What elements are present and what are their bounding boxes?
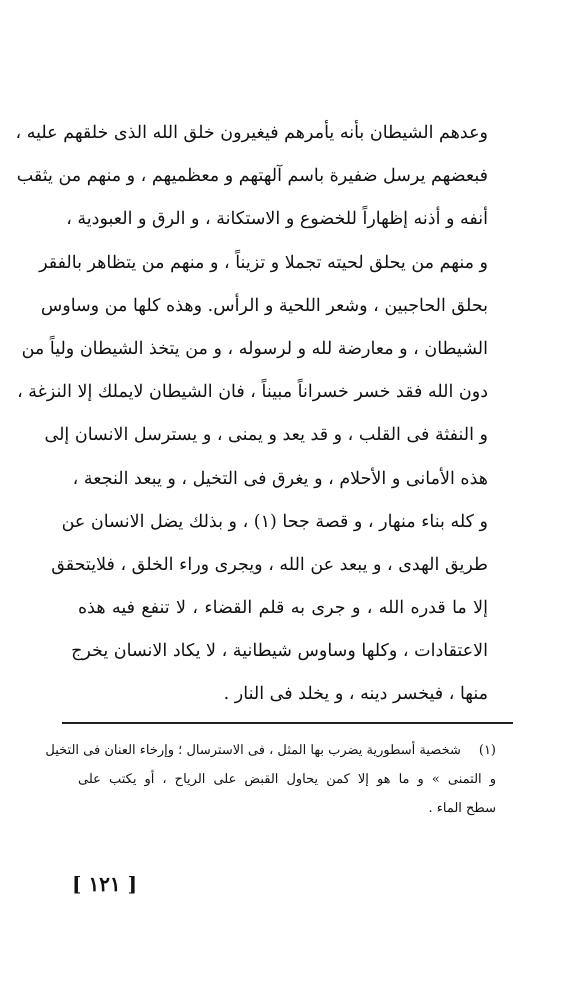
body-line: بحلق الحاجبين ، وشعر اللحية و الرأس. وهذه كلها من وساوس [40, 295, 488, 316]
body-line: دون الله فقد خسر خسراناً مبيناً ، فان الشيطان لايملك إلا النزغة ، [17, 382, 488, 403]
footnote-text: شخصية أسطورية يضرب بها المثل ، فى الاسترسال ؛ وإرخاء العنان فى التخيل [45, 743, 461, 758]
body-line: إلا ما قدره الله ، و جرى به قلم القضاء ، لا تنفع فيه هذه [78, 598, 488, 619]
body-line: وعدهم الشيطان بأنه يأمرهم فيغيرون خلق الله الذى خلقهم عليه ، [15, 123, 488, 143]
footnote-marker: (١) [478, 743, 496, 758]
body-line: أنفه و أذنه إظهاراً للخضوع و الاستكانة ، و الرق و العبودية ، [66, 209, 488, 230]
body-line: منها ، فيخسر دينه ، و يخلد فى النار . [223, 684, 488, 705]
body-line: الاعتقادات ، وكلها وساوس شيطانية ، لا يكاد الانسان يخرج [71, 641, 488, 662]
body-line: الشيطان ، و معارضة لله و لرسوله ، و من يتخذ الشيطان ولياً من [21, 338, 488, 359]
body-line: هذه الأمانى و الأحلام ، و يغرق فى التخيل ، و يبعد النجعة ، [72, 468, 488, 489]
footnote [45, 736, 496, 823]
footnote-line: و التمنى » و ما هو إلا كمن يحاول القبض على الرياح ، أو يكتب على [78, 772, 496, 787]
footnote-line: سطح الماء . [428, 801, 496, 816]
page-number: [ ١٢١ ] [72, 872, 138, 896]
body-text [15, 112, 488, 717]
body-line: و كله بناء منهار ، و قصة جحا (١) ، و بذلك يضل الانسان عن [61, 511, 488, 532]
body-line: طريق الهدى ، و يبعد عن الله ، ويجرى وراء الخلق ، فلايتحقق [51, 554, 488, 575]
body-line: و النفثة فى القلب ، و قد يعد و يمنى ، و يسترسل الانسان إلى [44, 425, 488, 446]
body-line: و منهم من يحلق لحيته تجملا و تزيناً ، و منهم من يتظاهر بالفقر [39, 252, 488, 273]
footnote-separator [62, 722, 513, 724]
body-line: فبعضهم يرسل ضفيرة باسم آلهتهم و معظميهم ، و منهم من يثقب [16, 166, 488, 187]
footnote-line [45, 736, 496, 765]
